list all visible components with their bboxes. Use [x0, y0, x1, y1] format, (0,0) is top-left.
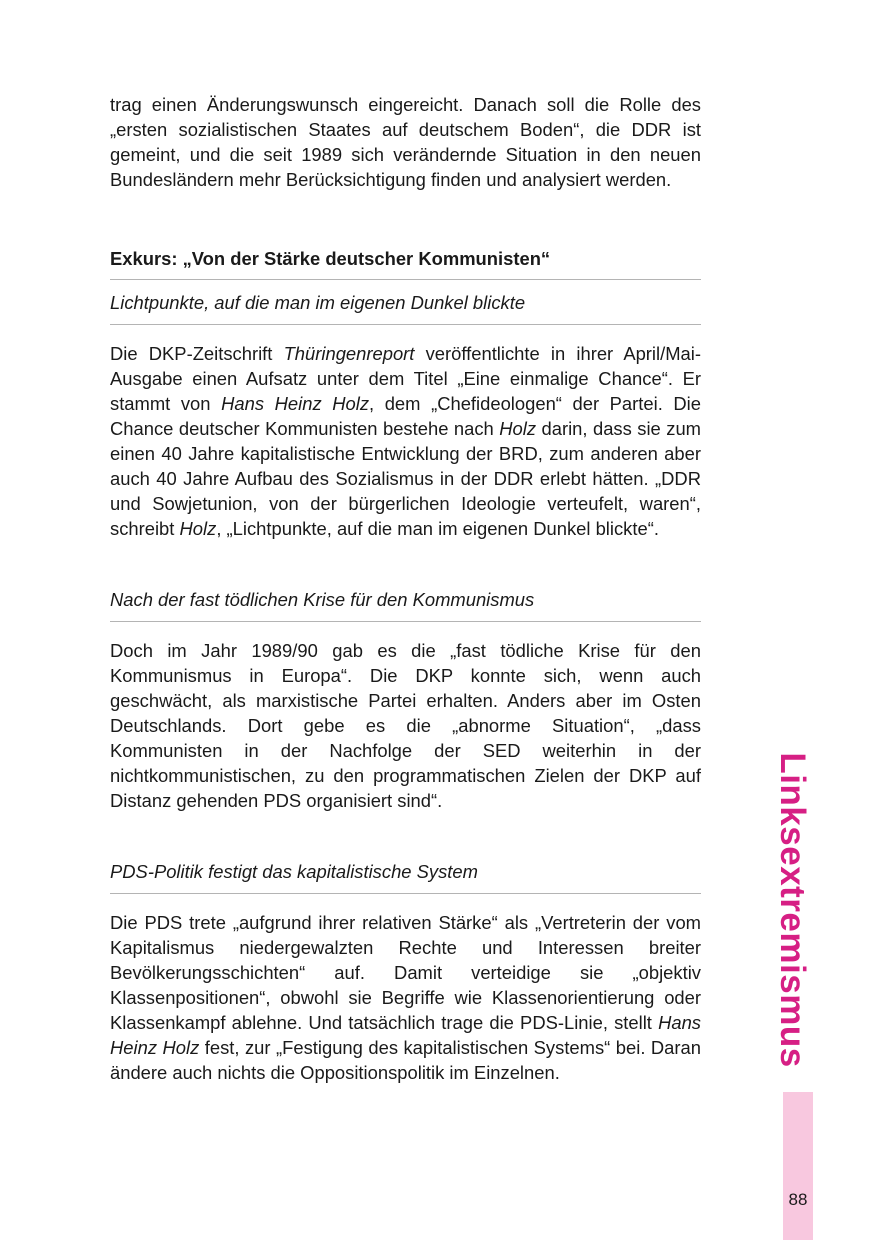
chapter-tab [762, 752, 822, 1068]
paragraph-krise: Doch im Jahr 1989/90 gab es die „fast tödliche Krise für den Kommunismus in Europa“. Die DKP konnte sich, wenn auch geschwächt, als marxistische Partei erhalten. Anders aber im Osten Deutschlands. Dort gebe es die „abnorme Situation“, „dass Kommunisten in der Nachfolge der SED weiterhin in der nichtkommunistischen, zu den programmatischen Zielen der DKP auf Distanz gehenden PDS organisiert sind“. [110, 640, 701, 811]
chapter-tab-label: Linksextremismus [773, 752, 812, 1068]
subheading-lichtpunkte: Lichtpunkte, auf die man im eigenen Dunkel blickte [110, 279, 701, 325]
paragraph-lichtpunkte: Die DKP-Zeitschrift Thüringenreport veröffentlichte in ihrer April/Mai-Ausgabe einen Aufsatz unter dem Titel „Eine einmalige Chance“. Er stammt von Hans Heinz Holz, dem „Chefideologen“ der Partei. Die Chance deutscher Kommunisten bestehe nach Holz darin, dass sie zum einen 40 Jahre kapitalistische Entwicklung der BRD, zum anderen aber auch 40 Jahre Aufbau des Sozialismus in der DDR erlebt hätten. „DDR und Sowjetunion, von der bürgerlichen Ideologie verteufelt, waren“, schreibt Holz, „Lichtpunkte, auf die man im eigenen Dunkel blickte“. [110, 343, 701, 539]
excursus-heading: Exkurs: „Von der Stärke deutscher Kommunisten“ [110, 248, 551, 269]
paragraph-pds-politik: Die PDS trete „aufgrund ihrer relativen Stärke“ als „Vertreterin der vom Kapitalismus niedergewalzten Rechte und Interessen breiter Bevölkerungsschichten“ auf. Damit verteidige sie „objektiv Klassenpositionen“, obwohl sie Begriffe wie Klassenorientierung oder Klassenkampf ablehne. Und tatsächlich trage die PDS-Linie, stellt Hans Heinz Holz fest, zur „Festigung des kapitalistischen Systems“ bei. Daran ändere auch nichts die Oppositionspolitik im Einzelnen. [110, 912, 701, 1083]
text-column [110, 92, 701, 1085]
subheading-pds-politik: PDS-Politik festigt das kapitalistische System [110, 859, 701, 894]
subheading-krise: Nach der fast tödlichen Krise für den Kommunismus [110, 587, 701, 622]
page-number-bar [783, 1092, 813, 1240]
intro-paragraph: trag einen Änderungswunsch eingereicht. Danach soll die Rolle des „ersten sozialistischen Staates auf deutschem Boden“, die DDR ist gemeint, und die seit 1989 sich verändernde Situation in den neuen Bundesländern mehr Berücksichtigung finden und analysiert werden. [110, 94, 701, 190]
page-number: 88 [788, 1190, 808, 1209]
